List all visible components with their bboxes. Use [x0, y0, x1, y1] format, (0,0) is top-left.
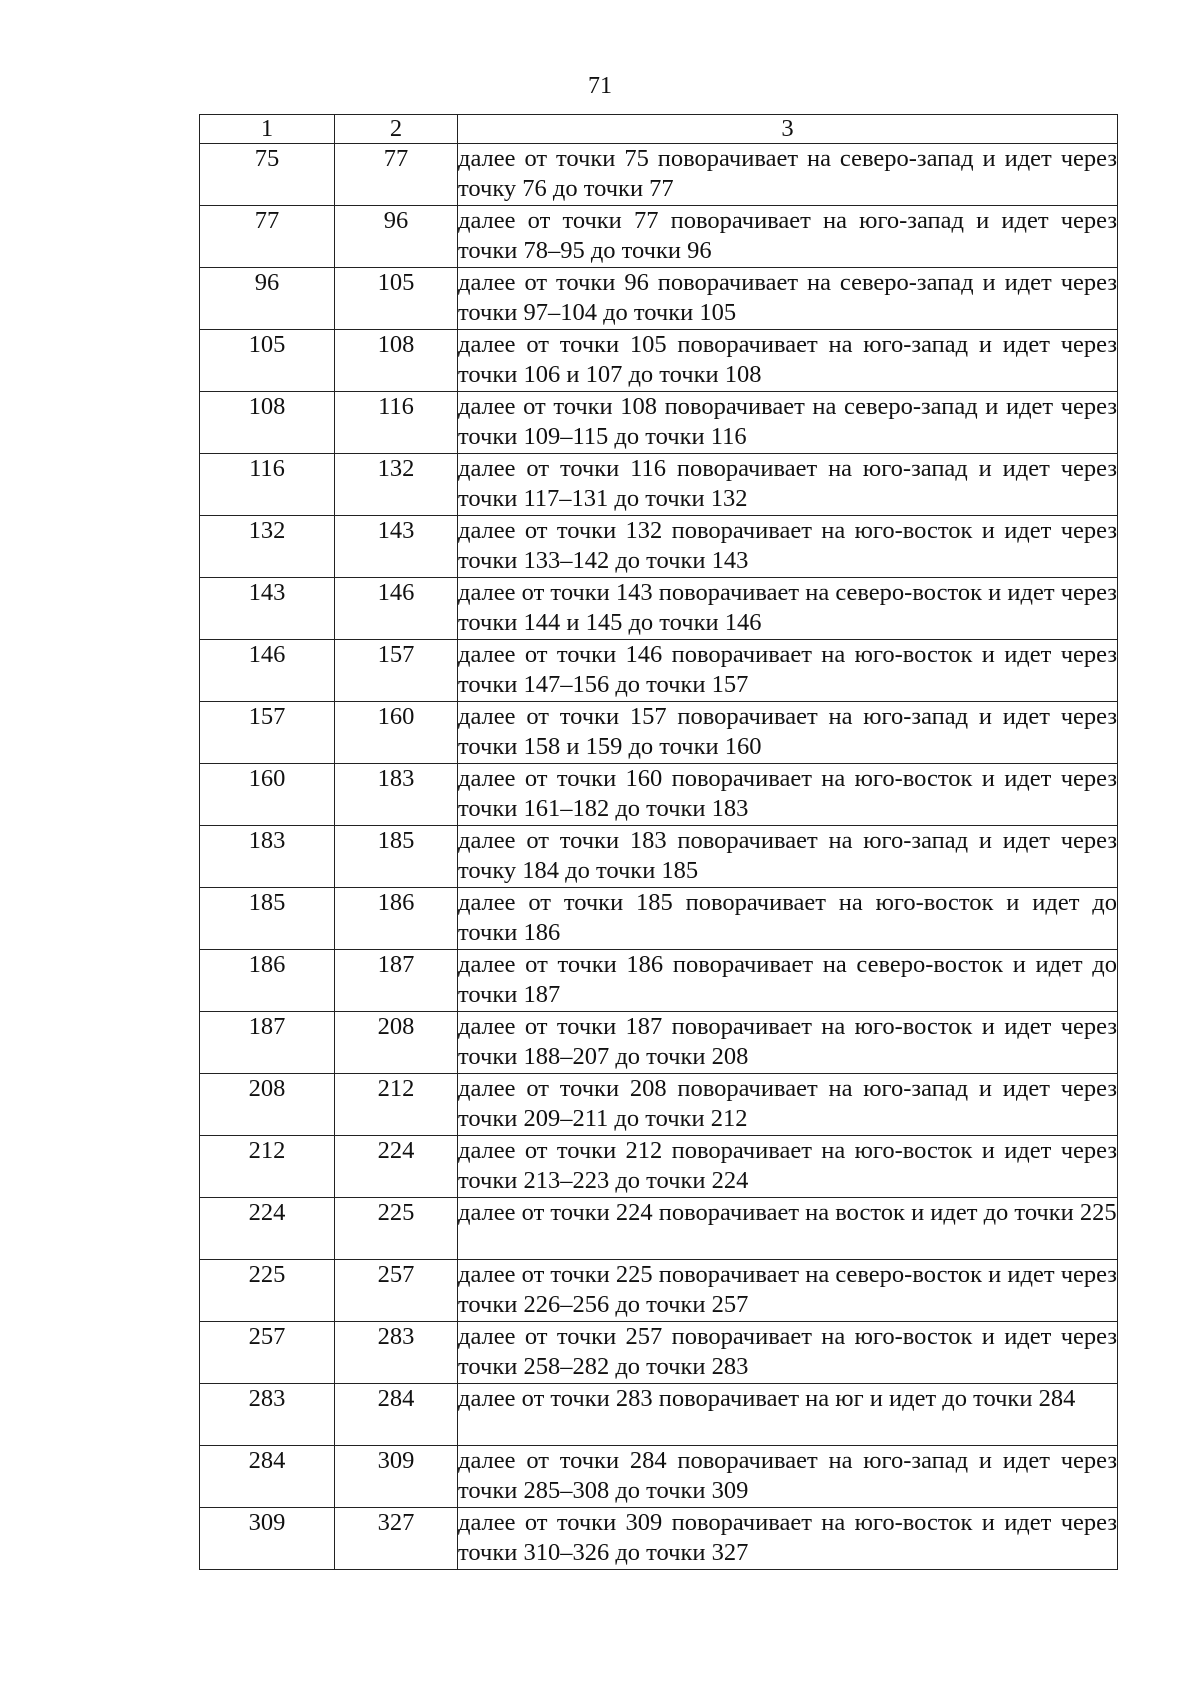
to-point-cell: 309	[335, 1446, 458, 1508]
to-point-cell: 212	[335, 1074, 458, 1136]
description-cell: далее от точки 108 поворачивает на северо-запад и идет через точки 109–115 до точки 116	[458, 392, 1118, 454]
to-point-cell: 105	[335, 268, 458, 330]
boundary-table	[199, 114, 1118, 1570]
to-point-cell: 132	[335, 454, 458, 516]
table-row	[200, 888, 1118, 950]
from-point-cell: 283	[200, 1384, 335, 1446]
from-point-cell: 116	[200, 454, 335, 516]
to-point-cell: 77	[335, 144, 458, 206]
table-row	[200, 702, 1118, 764]
to-point-cell: 283	[335, 1322, 458, 1384]
to-point-cell: 183	[335, 764, 458, 826]
from-point-cell: 108	[200, 392, 335, 454]
from-point-cell: 185	[200, 888, 335, 950]
description-cell: далее от точки 143 поворачивает на северо-восток и идет через точки 144 и 145 до точки 146	[458, 578, 1118, 640]
table-row	[200, 1074, 1118, 1136]
table-row	[200, 1136, 1118, 1198]
table-row	[200, 454, 1118, 516]
to-point-cell: 116	[335, 392, 458, 454]
table-row	[200, 950, 1118, 1012]
to-point-cell: 327	[335, 1508, 458, 1570]
table-row	[200, 1260, 1118, 1322]
description-cell: далее от точки 96 поворачивает на северо-запад и идет через точки 97–104 до точки 105	[458, 268, 1118, 330]
description-cell: далее от точки 225 поворачивает на северо-восток и идет через точки 226–256 до точки 257	[458, 1260, 1118, 1322]
from-point-cell: 77	[200, 206, 335, 268]
table-row	[200, 392, 1118, 454]
table-row	[200, 206, 1118, 268]
table-row	[200, 516, 1118, 578]
to-point-cell: 146	[335, 578, 458, 640]
description-cell: далее от точки 105 поворачивает на юго-запад и идет через точки 106 и 107 до точки 108	[458, 330, 1118, 392]
from-point-cell: 105	[200, 330, 335, 392]
description-cell: далее от точки 224 поворачивает на восток и идет до точки 225	[458, 1198, 1118, 1260]
to-point-cell: 157	[335, 640, 458, 702]
from-point-cell: 75	[200, 144, 335, 206]
from-point-cell: 309	[200, 1508, 335, 1570]
description-cell: далее от точки 185 поворачивает на юго-восток и идет до точки 186	[458, 888, 1118, 950]
to-point-cell: 208	[335, 1012, 458, 1074]
table-row	[200, 1508, 1118, 1570]
description-cell: далее от точки 160 поворачивает на юго-восток и идет через точки 161–182 до точки 183	[458, 764, 1118, 826]
from-point-cell: 143	[200, 578, 335, 640]
description-cell: далее от точки 146 поворачивает на юго-восток и идет через точки 147–156 до точки 157	[458, 640, 1118, 702]
table-row	[200, 826, 1118, 888]
table-row	[200, 578, 1118, 640]
from-point-cell: 224	[200, 1198, 335, 1260]
from-point-cell: 186	[200, 950, 335, 1012]
from-point-cell: 183	[200, 826, 335, 888]
to-point-cell: 224	[335, 1136, 458, 1198]
to-point-cell: 186	[335, 888, 458, 950]
description-cell: далее от точки 284 поворачивает на юго-запад и идет через точки 285–308 до точки 309	[458, 1446, 1118, 1508]
column-header-2: 2	[335, 115, 458, 144]
to-point-cell: 108	[335, 330, 458, 392]
table-header	[200, 115, 1118, 144]
description-cell: далее от точки 257 поворачивает на юго-восток и идет через точки 258–282 до точки 283	[458, 1322, 1118, 1384]
from-point-cell: 212	[200, 1136, 335, 1198]
to-point-cell: 143	[335, 516, 458, 578]
description-cell: далее от точки 75 поворачивает на северо-запад и идет через точку 76 до точки 77	[458, 144, 1118, 206]
to-point-cell: 225	[335, 1198, 458, 1260]
from-point-cell: 208	[200, 1074, 335, 1136]
description-cell: далее от точки 187 поворачивает на юго-восток и идет через точки 188–207 до точки 208	[458, 1012, 1118, 1074]
table-row	[200, 1446, 1118, 1508]
table-body	[200, 144, 1118, 1570]
table-row	[200, 1384, 1118, 1446]
from-point-cell: 96	[200, 268, 335, 330]
to-point-cell: 284	[335, 1384, 458, 1446]
from-point-cell: 257	[200, 1322, 335, 1384]
header-row	[200, 115, 1118, 144]
table-row	[200, 330, 1118, 392]
table-row	[200, 1322, 1118, 1384]
description-cell: далее от точки 208 поворачивает на юго-запад и идет через точки 209–211 до точки 212	[458, 1074, 1118, 1136]
description-cell: далее от точки 77 поворачивает на юго-запад и идет через точки 78–95 до точки 96	[458, 206, 1118, 268]
table-row	[200, 1198, 1118, 1260]
to-point-cell: 96	[335, 206, 458, 268]
to-point-cell: 257	[335, 1260, 458, 1322]
table-row	[200, 764, 1118, 826]
from-point-cell: 284	[200, 1446, 335, 1508]
description-cell: далее от точки 186 поворачивает на северо-восток и идет до точки 187	[458, 950, 1118, 1012]
from-point-cell: 132	[200, 516, 335, 578]
from-point-cell: 157	[200, 702, 335, 764]
from-point-cell: 160	[200, 764, 335, 826]
table-row	[200, 640, 1118, 702]
description-cell: далее от точки 132 поворачивает на юго-восток и идет через точки 133–142 до точки 143	[458, 516, 1118, 578]
description-cell: далее от точки 309 поворачивает на юго-восток и идет через точки 310–326 до точки 327	[458, 1508, 1118, 1570]
to-point-cell: 185	[335, 826, 458, 888]
description-cell: далее от точки 157 поворачивает на юго-запад и идет через точки 158 и 159 до точки 160	[458, 702, 1118, 764]
to-point-cell: 187	[335, 950, 458, 1012]
description-cell: далее от точки 183 поворачивает на юго-запад и идет через точку 184 до точки 185	[458, 826, 1118, 888]
table-row	[200, 268, 1118, 330]
table-row	[200, 144, 1118, 206]
column-header-3: 3	[458, 115, 1118, 144]
from-point-cell: 187	[200, 1012, 335, 1074]
table-row	[200, 1012, 1118, 1074]
description-cell: далее от точки 212 поворачивает на юго-восток и идет через точки 213–223 до точки 224	[458, 1136, 1118, 1198]
from-point-cell: 225	[200, 1260, 335, 1322]
to-point-cell: 160	[335, 702, 458, 764]
description-cell: далее от точки 283 поворачивает на юг и идет до точки 284	[458, 1384, 1118, 1446]
page-number: 71	[588, 73, 612, 99]
column-header-1: 1	[200, 115, 335, 144]
from-point-cell: 146	[200, 640, 335, 702]
description-cell: далее от точки 116 поворачивает на юго-запад и идет через точки 117–131 до точки 132	[458, 454, 1118, 516]
